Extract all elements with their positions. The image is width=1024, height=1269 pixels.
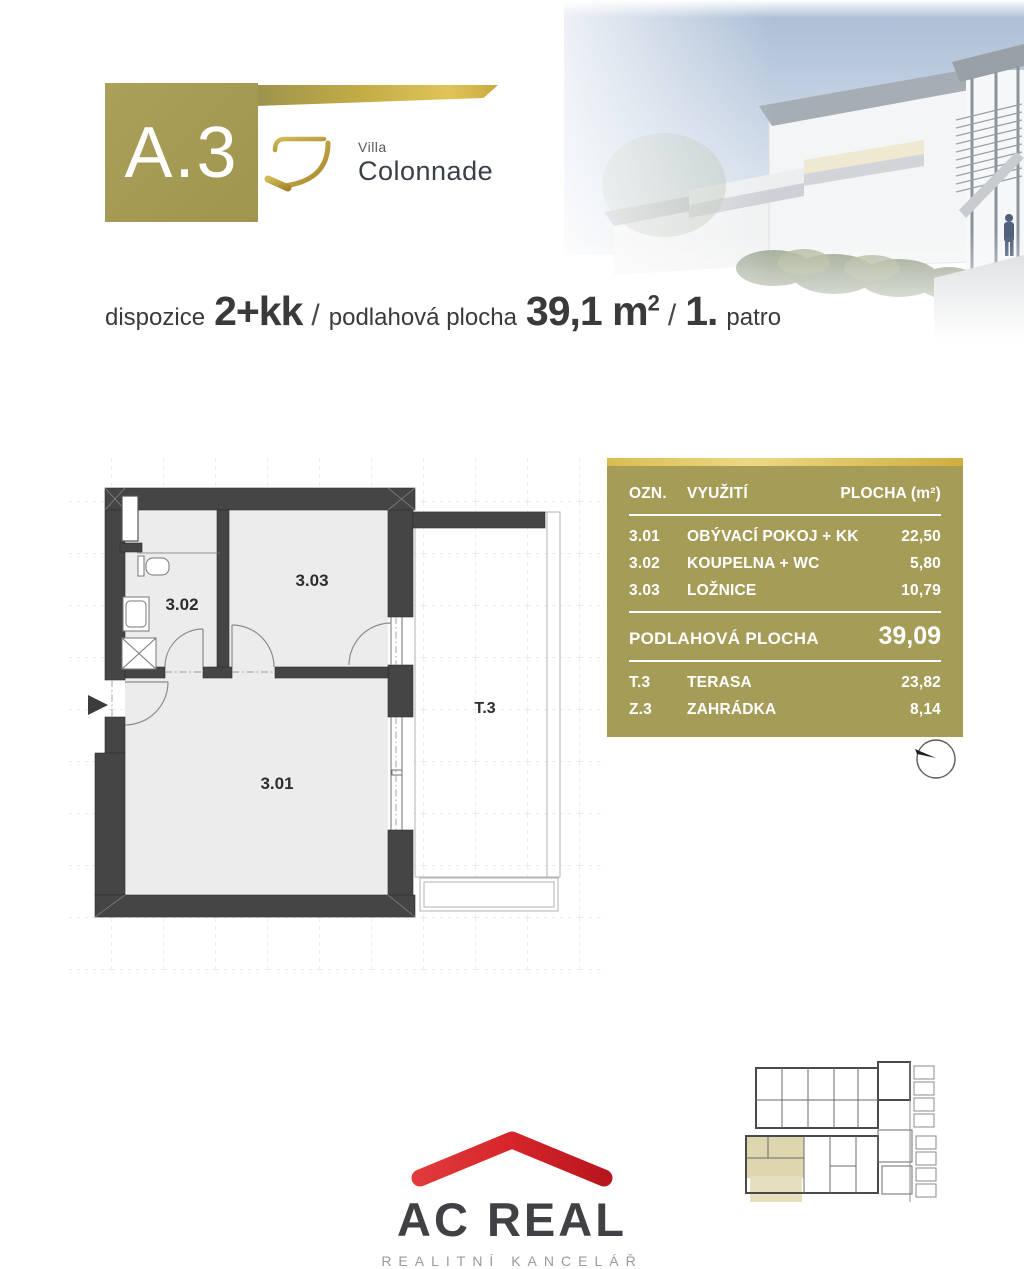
table-row-terrace: T.3 TERASA 23,82 xyxy=(629,674,941,691)
col-plocha: PLOCHA (m²) xyxy=(840,485,941,502)
toilet-icon xyxy=(138,556,144,576)
separator: / xyxy=(667,299,677,332)
unit-code: A.3 xyxy=(124,112,239,193)
floorplan-drawing xyxy=(60,450,605,975)
gold-accent-band xyxy=(256,85,498,106)
acreal-logo xyxy=(0,1128,1024,1269)
floor-area-value: 39,1 $m^2$ xyxy=(525,288,659,334)
colonnade-logo-icon xyxy=(262,130,344,196)
unit-code-badge xyxy=(105,83,258,222)
table-row: 3.01 OBÝVACÍ POKOJ + KK 22,50 xyxy=(629,528,941,545)
acreal-roof-icon xyxy=(402,1128,622,1190)
room-label-303: 3.03 xyxy=(295,571,329,590)
table-row: 3.03 LOŽNICE 10,79 xyxy=(629,582,941,599)
room-label-301: 3.01 xyxy=(260,774,294,793)
brand-colonnade: Colonnade xyxy=(358,156,494,186)
total-value: 39,09 xyxy=(878,622,941,650)
disposition-value: 2+kk xyxy=(214,288,303,334)
table-row-garden: Z.3 ZAHRÁDKA 8,14 xyxy=(629,701,941,718)
brand-villa: Villa xyxy=(358,139,387,155)
brand-name: AC REAL xyxy=(397,1193,627,1246)
areas-table xyxy=(607,458,963,737)
disposition-summary xyxy=(105,288,781,335)
total-area-row xyxy=(629,620,941,653)
villa-colonnade-logo xyxy=(262,130,493,196)
col-ozn: OZN. xyxy=(629,485,667,502)
table-row: 3.02 KOUPELNA + WC 5,80 xyxy=(629,555,941,572)
floor-label: patro xyxy=(726,304,782,331)
brand-tagline: REALITNÍ KANCELÁŘ xyxy=(381,1253,643,1269)
total-label: PODLAHOVÁ PLOCHA xyxy=(629,629,819,648)
floor-area-label: podlahová plocha xyxy=(328,304,517,331)
table-accent-strip xyxy=(607,458,963,466)
room-label-302: 3.02 xyxy=(165,595,199,614)
disposition-label: dispozice xyxy=(105,304,206,331)
shaft xyxy=(122,496,138,541)
compass-icon xyxy=(903,733,965,790)
floor-number: 1. xyxy=(685,288,718,334)
col-vyuziti: VYUŽITÍ xyxy=(687,485,748,502)
table-header-row xyxy=(629,480,941,507)
terrace-label: T.3 xyxy=(474,700,496,717)
separator: / xyxy=(311,299,320,332)
